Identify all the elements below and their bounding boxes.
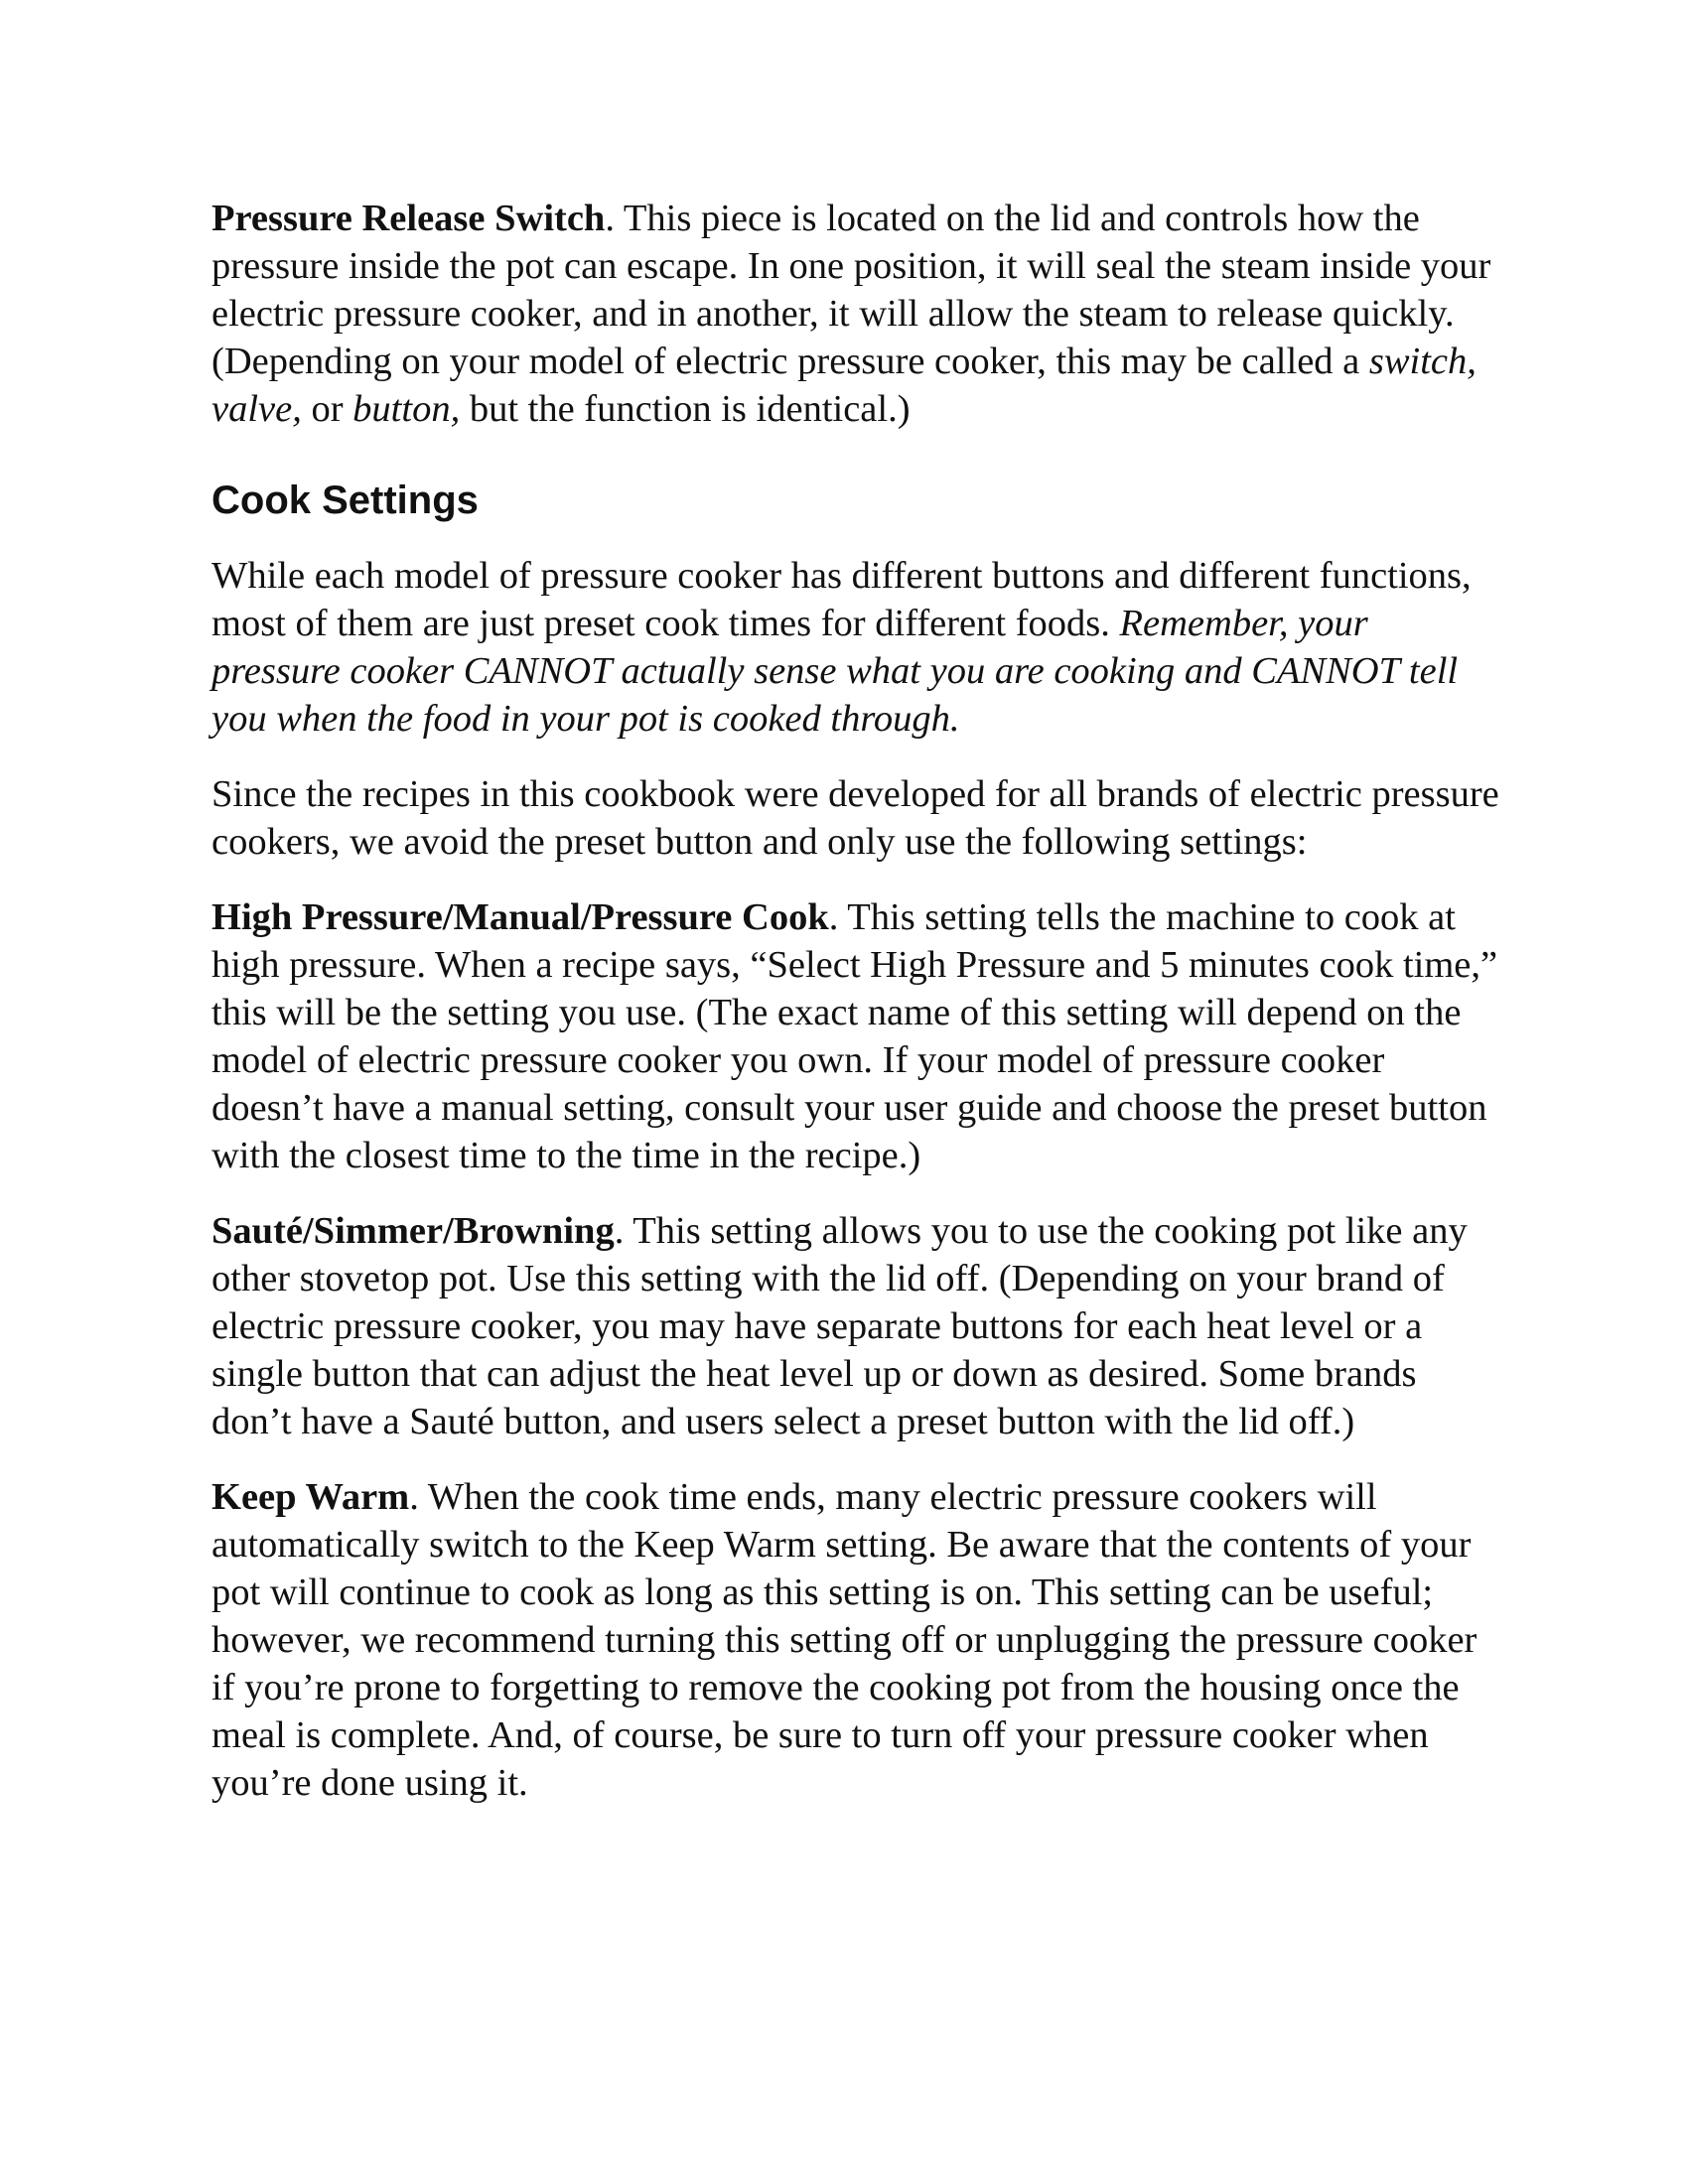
pressure-release-text-2: or	[301, 388, 353, 430]
pressure-release-text-3: but the function is identical.)	[460, 388, 911, 430]
cook-settings-intro-paragraph	[211, 552, 1502, 743]
pressure-release-paragraph	[211, 195, 1502, 433]
keep-warm-paragraph	[211, 1473, 1502, 1807]
saute-term: Sauté/Simmer/Browning	[211, 1210, 615, 1252]
pressure-release-term: Pressure Release Switch	[211, 198, 606, 239]
high-pressure-text: . This setting tells the machine to cook at high pressure. When a recipe says, “Select High Pressure and 5 minutes cook time,” this will be the setting you use. (The exact name of this setting will depend on the model of electric pressure cooker you own. If your model of pressure cooker doesn’t have a manual setting, consult your user guide and choose the preset button with the closest time to the time in the recipe.)	[211, 896, 1498, 1176]
pressure-release-italic-1: switch, valve,	[211, 341, 1477, 430]
saute-paragraph	[211, 1207, 1502, 1445]
document-page	[211, 195, 1502, 1835]
recipes-note-paragraph: Since the recipes in this cookbook were developed for all brands of electric pressure cookers, we avoid the preset button and only use the following settings:	[211, 773, 1499, 863]
keep-warm-text: . When the cook time ends, many electric pressure cookers will automatically switch to the Keep Warm setting. Be aware that the contents of your pot will continue to cook as long as this setting is on. This setting can be useful; however, we recommend turning this setting off or unplugging the pressure cooker if you’re prone to forgetting to remove the cooking pot from the housing once the meal is complete. And, of course, be sure to turn off your pressure cooker when you’re done using it.	[211, 1476, 1477, 1804]
pressure-release-italic-2: button,	[352, 388, 461, 430]
cook-settings-heading: Cook Settings	[211, 478, 479, 522]
cook-settings-intro-italic: Remember, your pressure cooker CANNOT actually sense what you are cooking and CANNOT tell you when the food in your pot is cooked through.	[211, 603, 1459, 740]
high-pressure-paragraph	[211, 893, 1502, 1179]
saute-text: . This setting allows you to use the cooking pot like any other stovetop pot. Use this setting with the lid off. (Depending on your brand of electric pressure cooker, you may have separate buttons for each heat level or a single button that can adjust the heat level up or down as desired. Some brands don’t have a Sauté button, and users select a preset button with the lid off.)	[211, 1210, 1468, 1442]
high-pressure-term: High Pressure/Manual/Pressure Cook	[211, 896, 829, 938]
cook-settings-intro-text: While each model of pressure cooker has different buttons and different functions, most of them are just preset cook times for different foods.	[211, 555, 1472, 644]
pressure-release-text-1: . This piece is located on the lid and controls how the pressure inside the pot can escape. In one position, it will seal the steam inside your electric pressure cooker, and in another, it will allow the steam to release quickly. (Depending on your model of electric pressure cooker, this may be called a	[211, 198, 1491, 382]
keep-warm-term: Keep Warm	[211, 1476, 410, 1518]
